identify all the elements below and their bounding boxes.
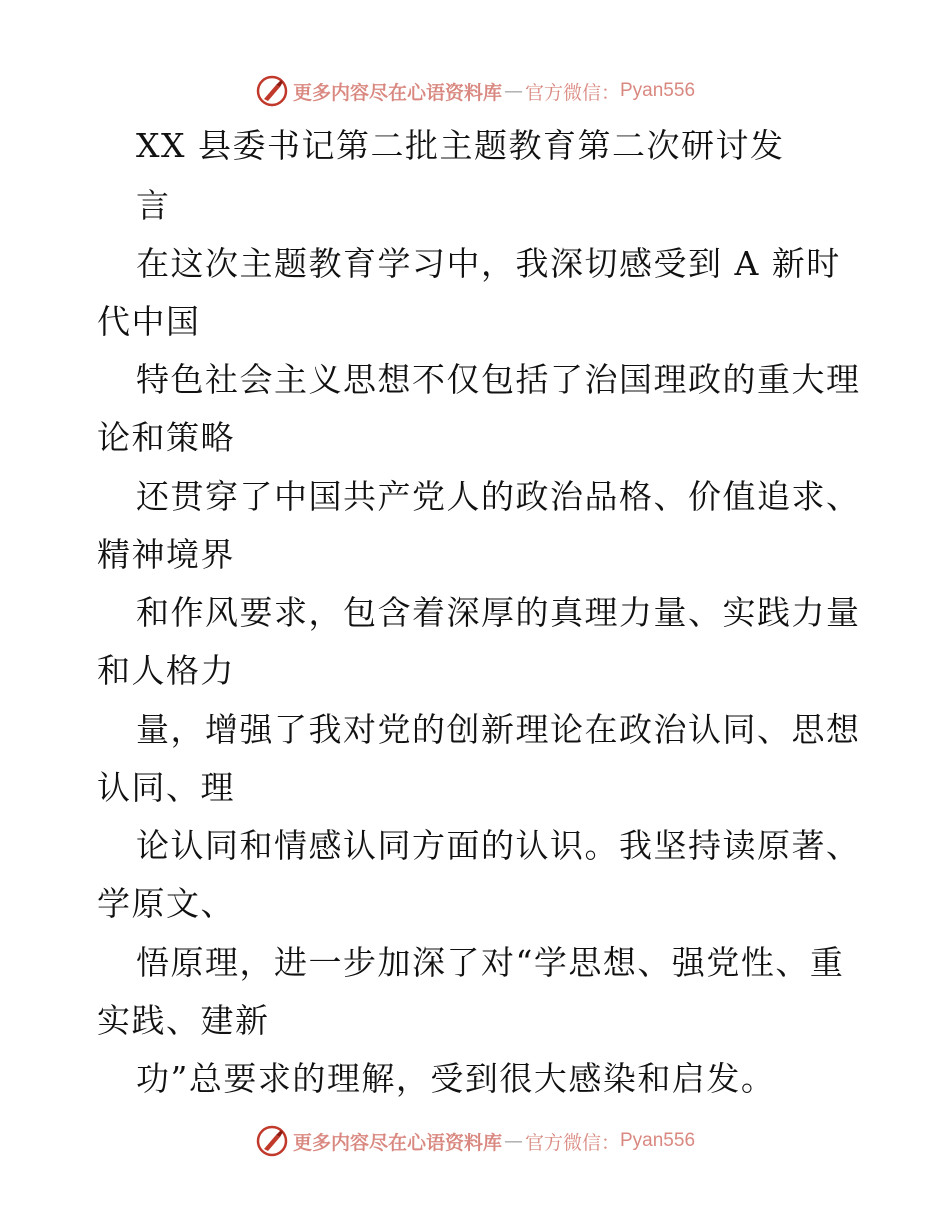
paragraph-line: 论和策略 <box>97 418 235 457</box>
paragraph-line: 特色社会主义思想不仅包括了治国理政的重大理 <box>136 360 861 399</box>
paragraph-line: 和作风要求，包含着深厚的真理力量、实践力量 <box>136 593 861 632</box>
pen-logo-icon <box>255 1124 289 1158</box>
document-title-line-2: 言 <box>136 186 171 225</box>
watermark-text: 更多内容尽在心语资料库 <box>292 1131 502 1154</box>
paragraph-line: 量，增强了我对党的创新理论在政治认同、思想 <box>136 710 861 749</box>
pen-logo-icon <box>255 74 289 108</box>
paragraph-line: 还贯穿了中国共产党人的政治品格、价值追求、 <box>136 477 861 516</box>
watermark-text: 更多内容尽在心语资料库 <box>292 81 502 104</box>
watermark-wechat-id: Pyan556 <box>620 1130 696 1151</box>
footer-watermark <box>0 1121 950 1161</box>
watermark-wechat-id: Pyan556 <box>620 80 696 101</box>
paragraph-line: 悟原理，进一步加深了对“学思想、强党性、重 <box>136 943 845 982</box>
document-title-line-1: XX 县委书记第二批主题教育第二次研讨发 <box>136 126 785 165</box>
paragraph-line: 代中国 <box>97 302 201 341</box>
paragraph-line: 在这次主题教育学习中，我深切感受到 A 新时 <box>136 244 841 283</box>
paragraph-line: 学原文、 <box>97 884 235 923</box>
paragraph-line: 功”总要求的理解，受到很大感染和启发。 <box>136 1059 776 1098</box>
paragraph-line: 认同、理 <box>97 768 235 807</box>
watermark-separator: — <box>503 80 523 102</box>
watermark-wechat-label: 官方微信： <box>524 81 620 104</box>
watermark-wechat-label: 官方微信： <box>524 1131 620 1154</box>
paragraph-line: 实践、建新 <box>97 1001 270 1040</box>
paragraph-line: 和人格力 <box>97 651 235 690</box>
paragraph-line: 精神境界 <box>97 535 235 574</box>
watermark-separator: — <box>503 1130 523 1152</box>
paragraph-line: 论认同和情感认同方面的认识。我坚持读原著、 <box>136 826 861 865</box>
header-watermark <box>0 71 950 111</box>
